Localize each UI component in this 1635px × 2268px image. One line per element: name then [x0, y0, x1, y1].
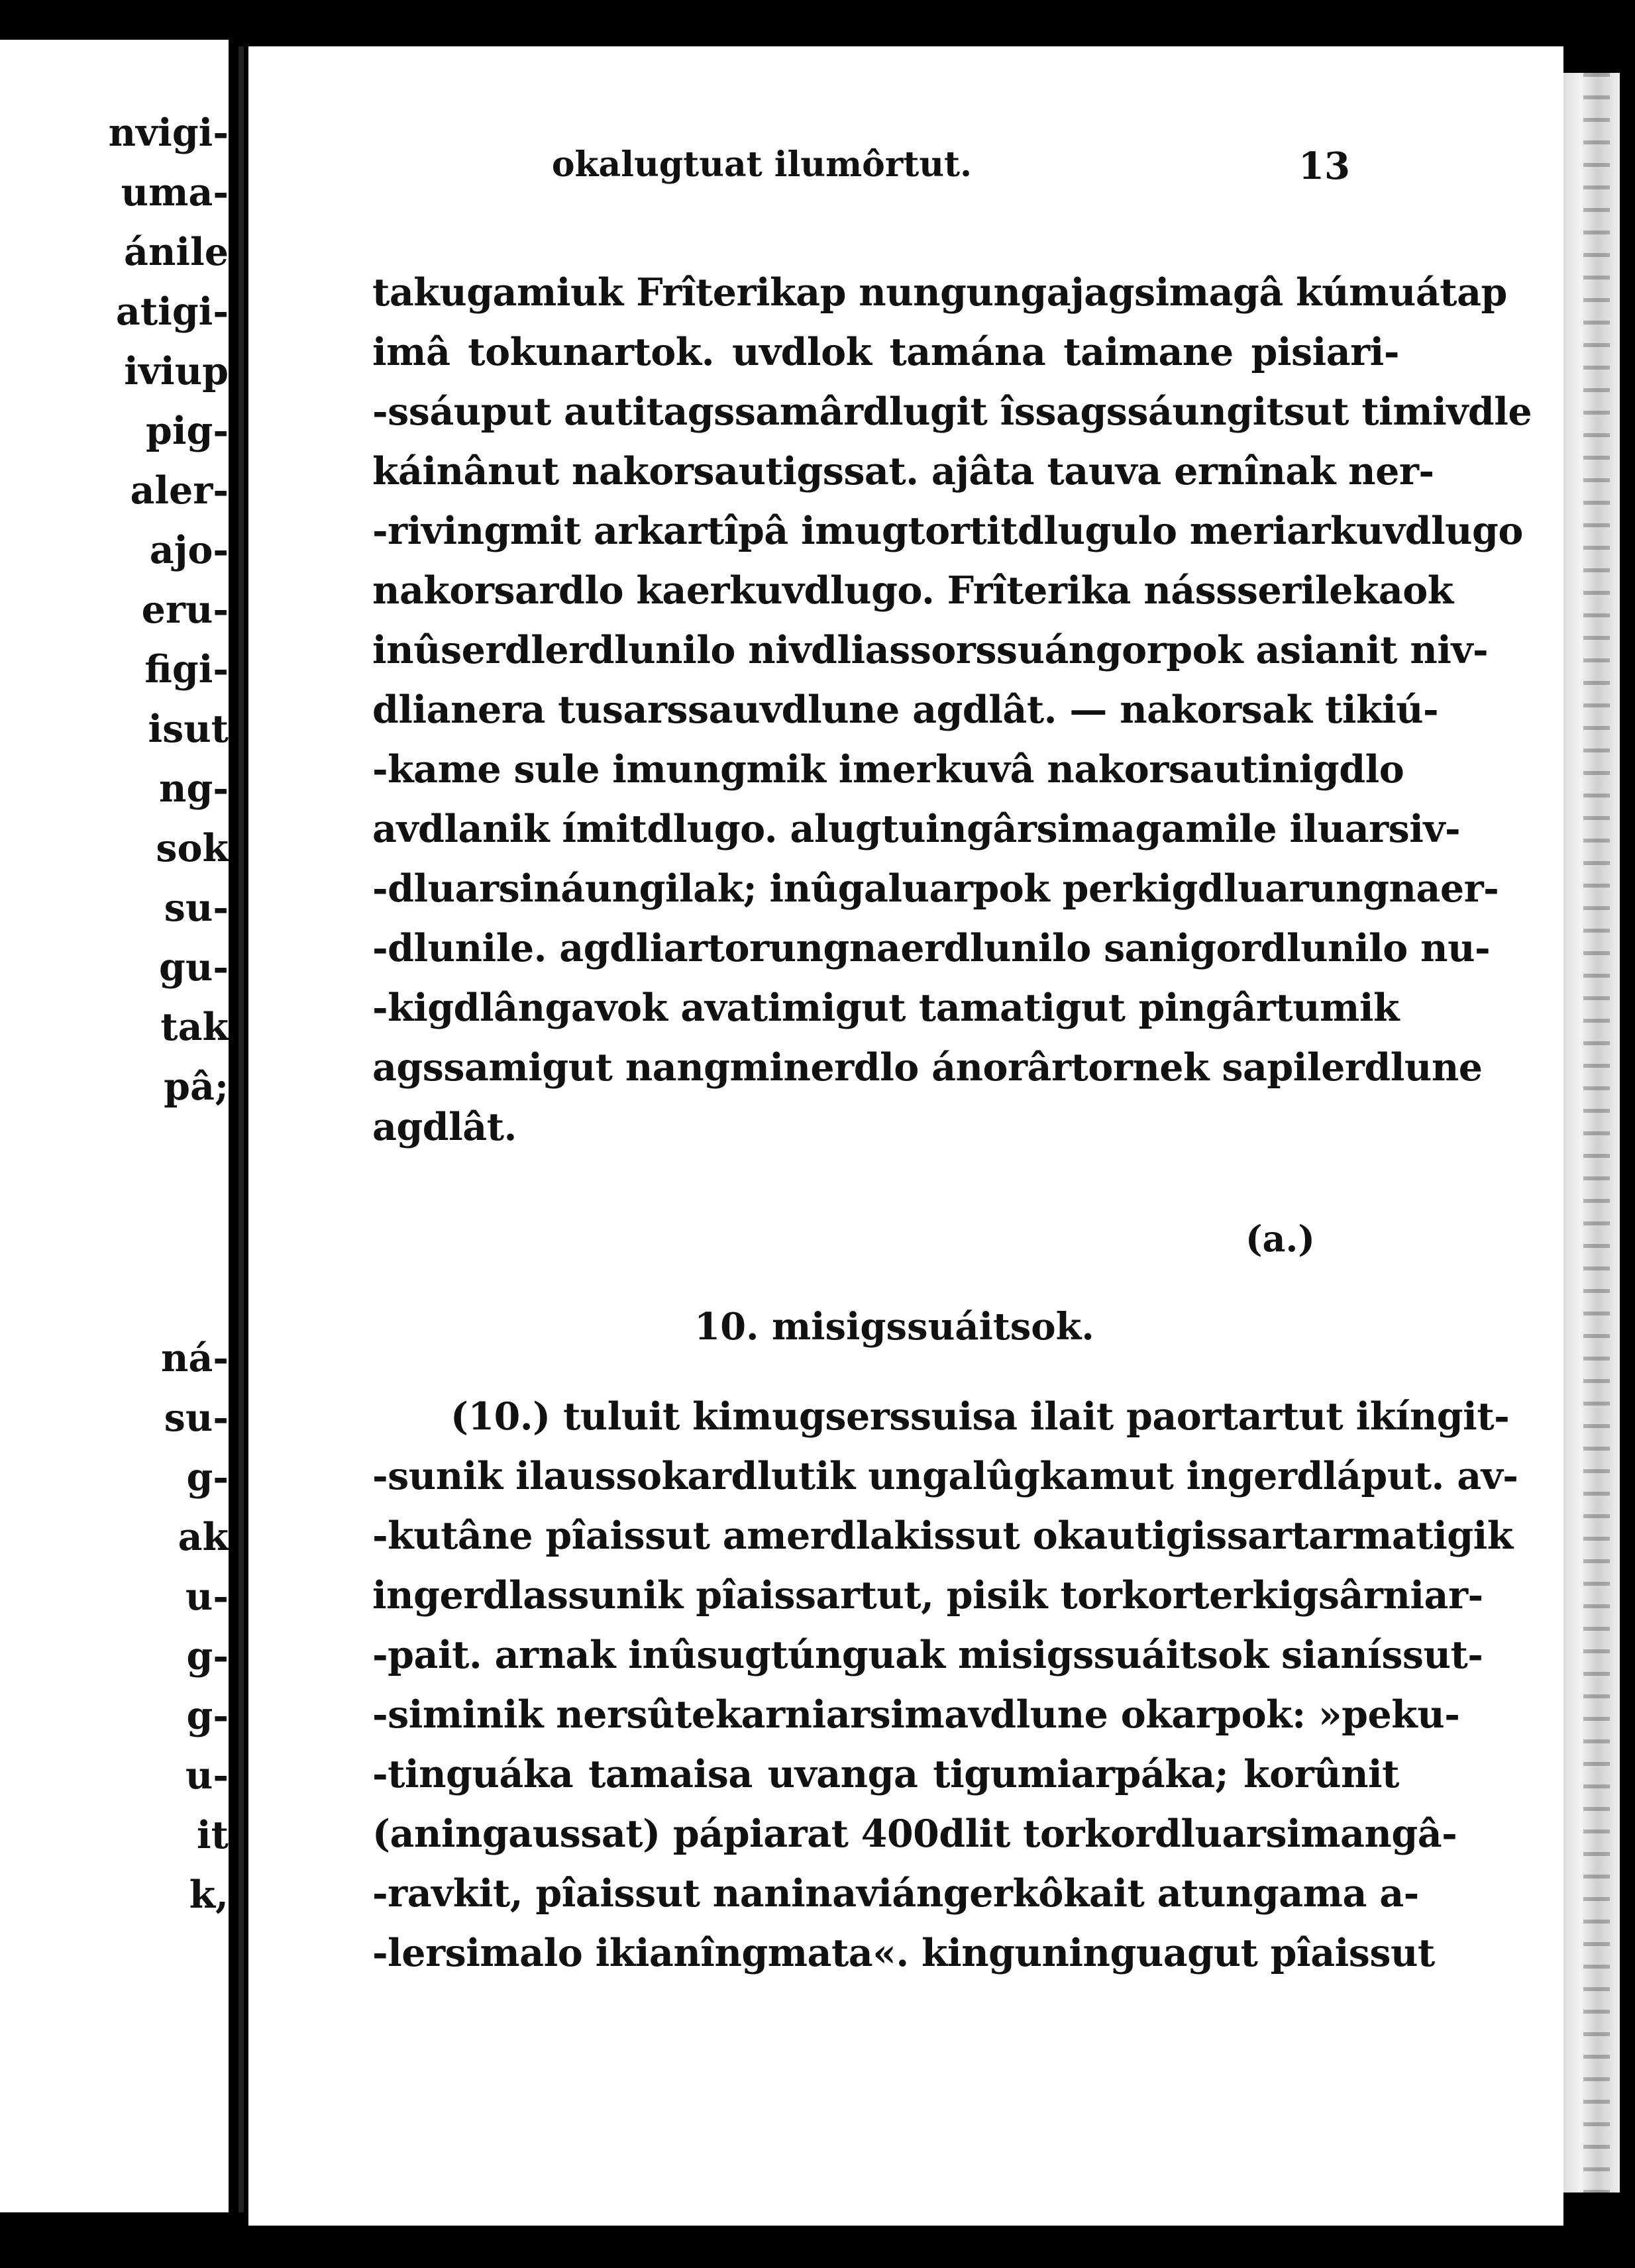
previous-page-line: nvigi-: [108, 111, 229, 155]
paragraph-line: takugamiuk Frîterikap nungungajagsimagâ kúmuátap: [372, 270, 1507, 315]
previous-page-line: eru-: [141, 588, 229, 632]
previous-page-line: pig-: [145, 409, 229, 453]
paragraph-line: agssamigut nangminerdlo ánorârtornek sapilerdlune: [372, 1045, 1483, 1090]
paragraph-line: ingerdlassunik pîaissartut, pisik torkorterkigsârniar-: [372, 1573, 1483, 1618]
previous-page-line: it: [197, 1813, 229, 1857]
paragraph-line: káinânut nakorsautigssat. ajâta tauva ernînak ner-: [372, 449, 1434, 493]
previous-page-line: atigi-: [115, 289, 229, 334]
paragraph-line: -ravkit, pîaissut naninaviángerkôkait atungama a-: [372, 1871, 1419, 1916]
paragraph-line: inûserdlerdlunilo nivdliassorssuángorpok asianit niv-: [372, 628, 1489, 672]
previous-page-fragment: [0, 40, 229, 2212]
paragraph-line: -siminik nersûtekarniarsimavdlune okarpok: »peku-: [372, 1692, 1460, 1737]
running-title: okalugtuat ilumôrtut.: [551, 144, 973, 185]
paragraph-line: -rivingmit arkartîpâ imugtortitdlugulo meriarkuvdlugo: [372, 509, 1523, 553]
paragraph-line: -ssáuput autitagssamârdlugit îssagssáungitsut timivdle: [372, 389, 1532, 434]
paragraph-line: agdlât.: [372, 1105, 517, 1149]
previous-page-line: isut: [148, 707, 229, 751]
previous-page-line: gu-: [159, 945, 229, 990]
paragraph-line: -kigdlângavok avatimigut tamatigut pingârtumik: [372, 986, 1399, 1030]
previous-page-line: g-: [186, 1455, 229, 1500]
previous-page-line: iviup: [124, 349, 229, 393]
previous-page-line: ak: [178, 1515, 229, 1559]
previous-page-line: g-: [186, 1634, 229, 1678]
paragraph-line: -tinguáka tamaisa uvanga tigumiarpáka; korûnit: [372, 1752, 1399, 1796]
paragraph-line: nakorsardlo kaerkuvdlugo. Frîterika nássserilekaok: [372, 568, 1453, 613]
previous-page-line: ng-: [159, 766, 229, 811]
paragraph-line: (aningaussat) pápiarat 400dlit torkordluarsimangâ-: [372, 1812, 1457, 1856]
paragraph-line: -kutâne pîaissut amerdlakissut okautigissartarmatigik: [372, 1514, 1513, 1558]
paragraph-line: dlianera tusarssauvdlune agdlât. — nakorsak tikiú-: [372, 688, 1439, 732]
previous-page-line: uma-: [121, 170, 229, 215]
previous-page-line: tak: [160, 1005, 229, 1049]
paragraph-line: avdlanik ímitdlugo. alugtuingârsimagamile iluarsiv-: [372, 807, 1461, 851]
paragraph-line: imâ tokunartok. uvdlok tamána taimane pisiari-: [372, 330, 1399, 374]
paragraph-line: -dluarsináungilak; inûgaluarpok perkigdluarungnaer-: [372, 866, 1499, 911]
previous-page-line: pâ;: [164, 1064, 229, 1109]
paragraph-line: (10.) tuluit kimugserssuisa ilait paortartut ikíngit-: [450, 1394, 1510, 1439]
previous-page-line: su-: [164, 1396, 229, 1440]
previous-page-line: u-: [185, 1753, 229, 1798]
paragraph-line: -pait. arnak inûsugtúnguak misigssuáitsok sianíssut-: [372, 1633, 1483, 1677]
page-edge-stripes: [1583, 73, 1610, 2192]
previous-page-line: ánile: [124, 230, 229, 274]
previous-page-line: ná-: [160, 1336, 229, 1380]
page-number: 13: [1298, 144, 1350, 188]
previous-page-line: k,: [189, 1873, 229, 1917]
previous-page-line: sok: [156, 826, 229, 870]
previous-page-line: u-: [185, 1574, 229, 1619]
previous-page-line: aler-: [130, 468, 229, 513]
previous-page-line: g-: [186, 1694, 229, 1738]
paragraph-line: -kame sule imungmik imerkuvâ nakorsautinigdlo: [372, 747, 1404, 792]
paragraph-line: -lersimalo ikianîngmata«. kinguninguagut pîaissut: [372, 1931, 1435, 1975]
book-gutter: [238, 46, 244, 2212]
paragraph-line: -dlunile. agdliartorungnaerdlunilo sanigordlunilo nu-: [372, 926, 1491, 970]
section-heading: 10. misigssuáitsok.: [694, 1305, 1094, 1349]
previous-page-line: figi-: [144, 647, 229, 692]
section-marker: (a.): [1245, 1217, 1315, 1260]
previous-page-line: su-: [164, 886, 229, 930]
paragraph-line: -sunik ilaussokardlutik ungalûgkamut ingerdláput. av-: [372, 1454, 1518, 1498]
previous-page-line: ajo-: [149, 528, 229, 572]
